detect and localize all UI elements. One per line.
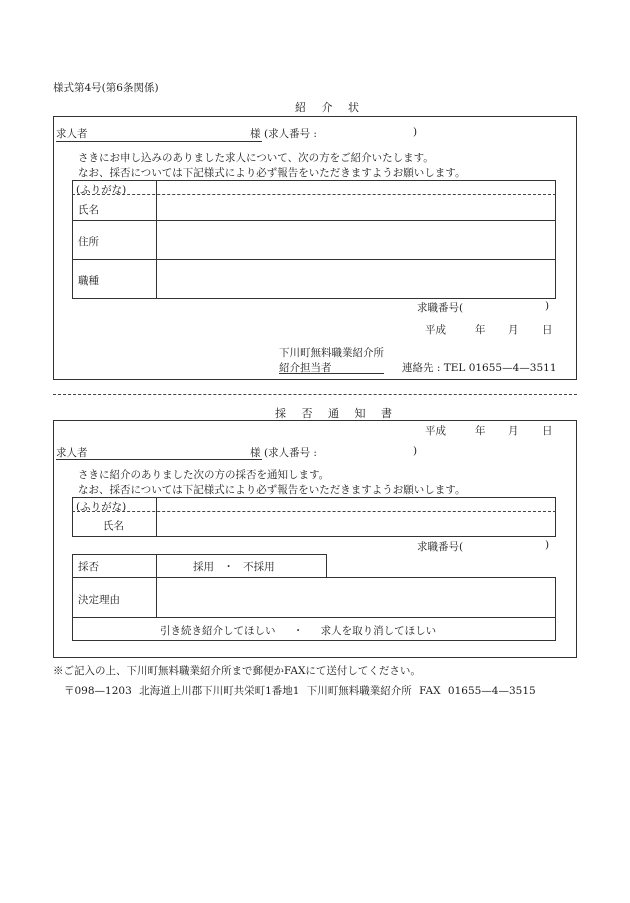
notice-decision-label: 採否 bbox=[78, 561, 99, 573]
section-separator bbox=[53, 394, 577, 395]
intro-address-label: 住所 bbox=[78, 236, 99, 248]
intro-occupation-label: 職種 bbox=[78, 275, 99, 287]
intro-job-number-close: ) bbox=[413, 126, 418, 138]
intro-job-number-label: (求人番号 : bbox=[264, 128, 317, 140]
intro-name-label: 氏名 bbox=[78, 204, 99, 216]
intro-title: 紹 介 状 bbox=[295, 101, 365, 114]
intro-line1: さきにお申し込みのありました求人について、次の方をご紹介いたします。 bbox=[78, 152, 434, 164]
notice-furigana-label: (ふりがな) bbox=[76, 501, 127, 513]
notice-line1: さきに紹介のありました次の方の採否を通知します。 bbox=[78, 469, 330, 481]
notice-date-era: 平成 bbox=[425, 425, 446, 437]
notice-reason-bottom-line bbox=[72, 617, 556, 618]
notice-job-number-label: (求人番号 : bbox=[264, 447, 317, 459]
intro-table-divider bbox=[156, 180, 157, 299]
notice-sama: 様 bbox=[250, 447, 261, 459]
notice-seeker-number-label: 求職番号( bbox=[417, 541, 464, 553]
notice-reason-label: 決定理由 bbox=[78, 594, 120, 606]
intro-furigana-dash bbox=[72, 194, 556, 195]
footer-note: ※ご記入の上、下川町無料職業紹介所まで郵便かFAXにて送付してください。 bbox=[53, 665, 421, 677]
form-number: 様式第4号(第6条関係) bbox=[53, 82, 159, 94]
notice-person-divider bbox=[156, 497, 157, 537]
notice-decision-options: 採用 ・ 不採用 bbox=[193, 561, 275, 573]
intro-employer-label: 求人者 bbox=[56, 128, 88, 140]
notice-employer-line bbox=[56, 459, 262, 460]
notice-title: 採 否 通 知 書 bbox=[275, 407, 398, 420]
notice-name-label: 氏名 bbox=[103, 520, 124, 532]
intro-date-year: 年 bbox=[475, 324, 486, 336]
notice-decision-divider bbox=[156, 554, 157, 578]
intro-staff-line bbox=[279, 373, 384, 374]
footer-address: 〒098—1203 北海道上川郡下川町共栄町1番地1 下川町無料職業紹介所 FAX 01655—4—3515 bbox=[64, 685, 536, 697]
intro-date-month: 月 bbox=[508, 324, 519, 336]
notice-reason-divider bbox=[156, 577, 157, 617]
notice-employer-label: 求人者 bbox=[56, 447, 88, 459]
intro-line2: なお、採否については下記様式により必ず報告をいただきますようお願いします。 bbox=[78, 167, 466, 179]
intro-row-line-1 bbox=[72, 220, 556, 221]
intro-office: 下川町無料職業紹介所 bbox=[279, 347, 384, 359]
intro-furigana-label: (ふりがな) bbox=[76, 184, 127, 196]
notice-date-year: 年 bbox=[475, 425, 486, 437]
notice-person-table bbox=[72, 497, 556, 537]
intro-employer-line bbox=[56, 141, 262, 142]
intro-contact: 連絡先 : TEL 01655—4—3511 bbox=[402, 362, 557, 374]
notice-date-month: 月 bbox=[508, 425, 519, 437]
notice-date-day: 日 bbox=[542, 425, 553, 437]
notice-seeker-number-close: ) bbox=[545, 539, 550, 551]
intro-table bbox=[72, 180, 556, 299]
intro-seeker-number-label: 求職番号( bbox=[417, 302, 464, 314]
notice-job-number-close: ) bbox=[413, 445, 418, 457]
notice-line2: なお、採否については下記様式により必ず報告をいただきますようお願いします。 bbox=[78, 484, 466, 496]
intro-date-day: 日 bbox=[542, 324, 553, 336]
intro-staff-label: 紹介担当者 bbox=[279, 362, 332, 374]
intro-row-line-2 bbox=[72, 259, 556, 260]
intro-sama: 様 bbox=[250, 128, 261, 140]
intro-seeker-number-close: ) bbox=[545, 300, 550, 312]
notice-furigana-dash bbox=[72, 511, 556, 512]
notice-continue-text: 引き続き紹介してほしい ・ 求人を取り消してほしい bbox=[160, 625, 437, 637]
intro-date-era: 平成 bbox=[425, 324, 446, 336]
